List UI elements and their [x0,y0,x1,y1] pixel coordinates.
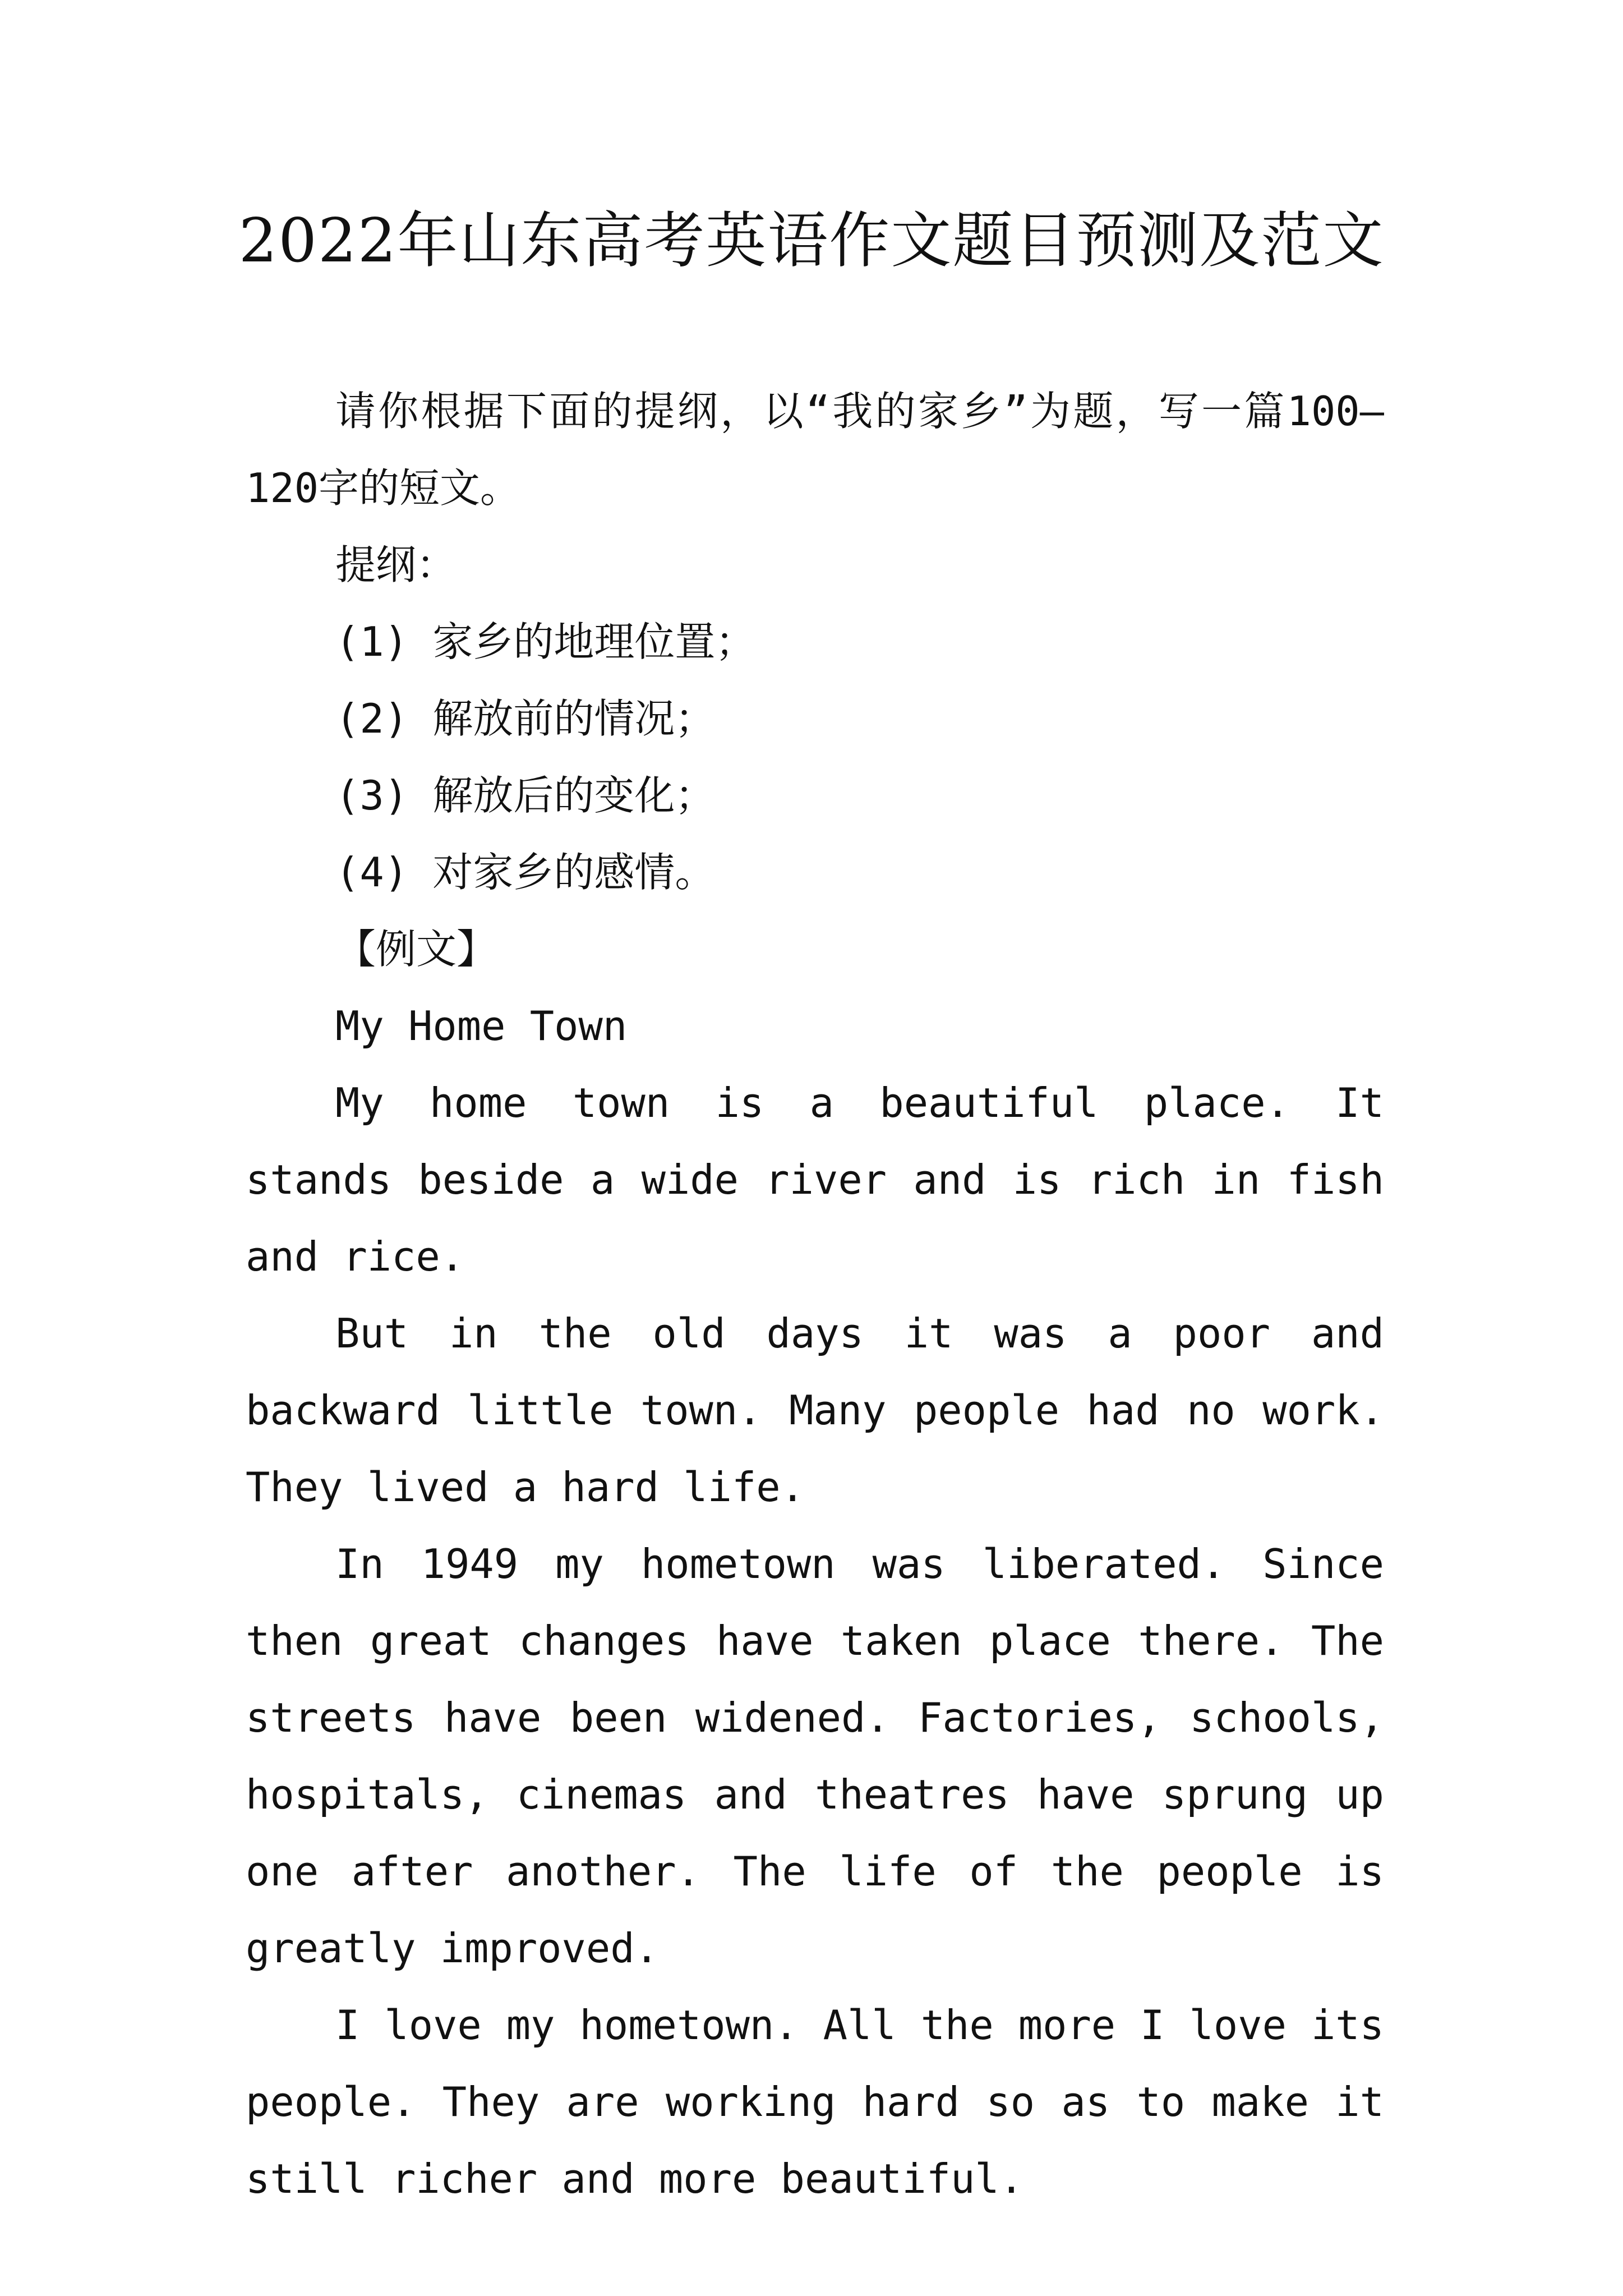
outline-item: (4) 对家乡的感情。 [335,849,716,896]
essay-paragraph: My home town is a beautiful place. It stands beside a wide river and is rich in fish and rice. [246,1079,1384,1280]
essay-paragraph: But in the old days it was a poor and backward little town. Many people had no work. They lived a hard life. [246,1310,1384,1511]
essay-paragraph: I love my hometown. All the more I love its people. They are working hard so as to make it still richer and more beautiful. [246,2001,1384,2202]
outline-item: (3) 解放后的变化； [335,772,716,819]
document-title: 2022年山东高考英语作文题目预测及范文 [238,206,1385,276]
outline-label: 提纲： [335,541,457,588]
essay-title: My Home Town [335,1002,628,1050]
document-body [246,373,1384,2217]
essay-paragraph: In 1949 my hometown was liberated. Since then great changes have taken place there. The streets have been widened. Factories, schools, hospitals, cinemas and theatres have sprung up one after another. The life of the people is greatly improved. [246,1540,1384,1972]
outline-item: (1) 家乡的地理位置； [335,618,756,665]
writing-prompt: 请你根据下面的提纲，以“我的家乡”为题，写一篇100—120字的短文。 [246,388,1384,512]
example-label: 【例文】 [335,926,497,973]
outline-item: (2) 解放前的情况； [335,695,716,742]
